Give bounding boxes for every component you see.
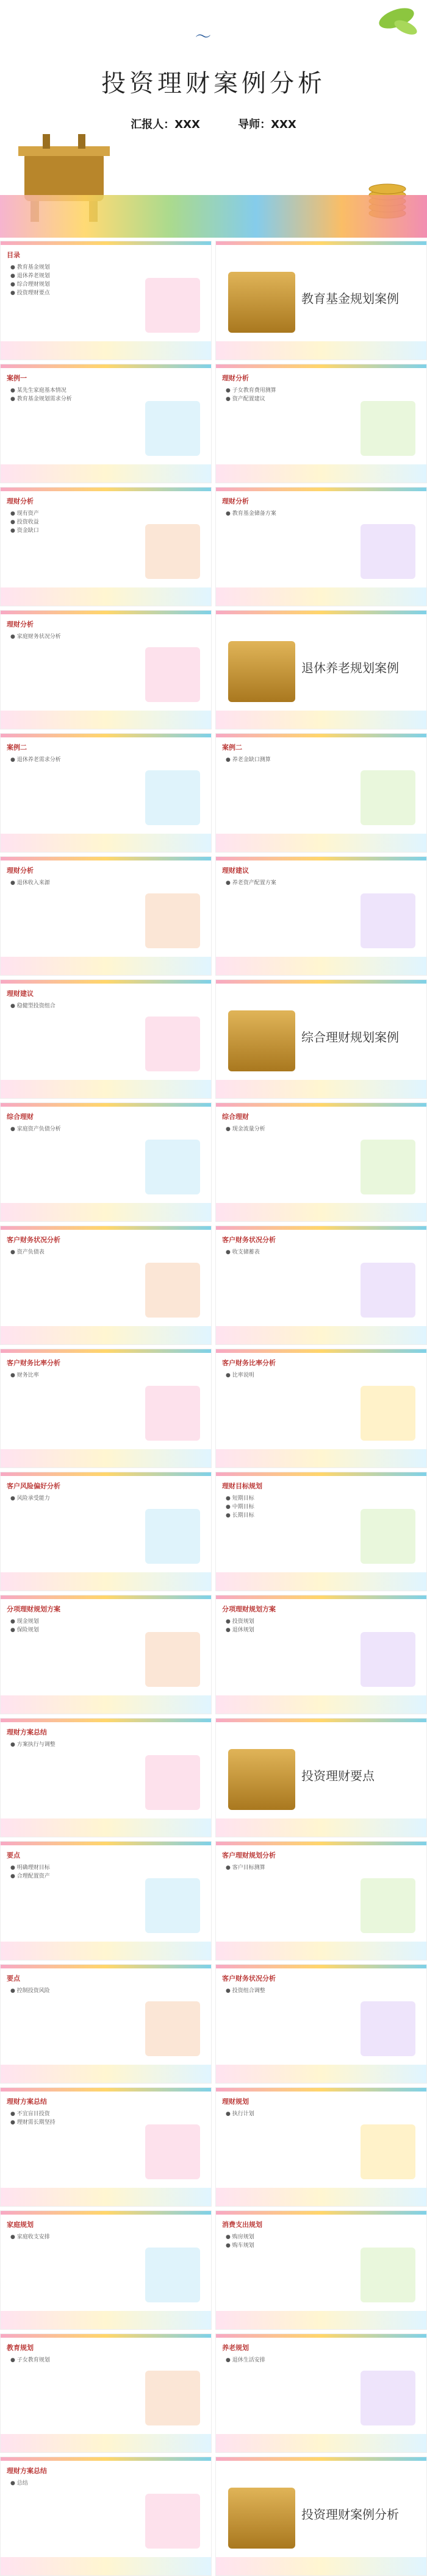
illustration-image — [145, 1017, 200, 1071]
slide-title: 理财目标规划 — [222, 1482, 262, 1490]
illustration-image — [361, 1509, 415, 1564]
slide-top-bar — [1, 2211, 211, 2215]
slide-body — [226, 1987, 417, 1995]
leaves-decoration — [372, 3, 421, 40]
footer-decoration — [1, 464, 211, 483]
footer-decoration — [1, 341, 211, 360]
slide-body — [10, 1371, 201, 1380]
footer-decoration — [216, 1942, 426, 1960]
slide-body — [226, 1371, 417, 1380]
slide-top-bar — [1, 1595, 211, 1599]
illustration-image — [361, 1632, 415, 1687]
illustration-image — [145, 2124, 200, 2179]
slide-line: ● 保险规划 — [10, 1627, 39, 1633]
page-title: 投资理财案例分析 — [101, 69, 326, 98]
slide-top-bar — [1, 364, 211, 368]
footer-decoration — [216, 957, 426, 975]
slide-top-bar — [216, 1472, 426, 1476]
slide-thumbnail — [0, 1841, 212, 1960]
footer-decoration — [1, 1203, 211, 1221]
section-heading: 综合理财规划案例 — [301, 1030, 399, 1045]
illustration-image — [361, 2248, 415, 2302]
illustration-image — [145, 893, 200, 948]
slide-title: 综合理财 — [7, 1113, 34, 1121]
slide-title: 理财规划 — [222, 2098, 249, 2106]
slide-body — [10, 1125, 201, 1134]
illustration-image — [361, 401, 415, 456]
slide-line: ● 比率说明 — [226, 1372, 254, 1378]
slide-title: 客户财务状况分析 — [7, 1236, 60, 1244]
slide-title: 综合理财 — [222, 1113, 249, 1121]
slide-top-bar — [1, 1472, 211, 1476]
slide-line: ● 执行计划 — [226, 2111, 254, 2117]
illustration-image — [145, 524, 200, 579]
slide-line: ● 理财需长期坚持 — [10, 2120, 56, 2126]
footer-decoration — [1, 2557, 211, 2575]
illustration-image — [361, 1263, 415, 1318]
slide-line: ● 方案执行与调整 — [10, 1742, 56, 1748]
slide-line: ● 长期目标 — [226, 1513, 254, 1519]
slide-line: ● 退休规划 — [226, 1627, 254, 1633]
slide-title: 理财建议 — [7, 990, 34, 998]
slide-top-bar — [216, 1965, 426, 1968]
slide-thumbnail — [215, 610, 427, 729]
slide-thumbnail — [215, 241, 427, 360]
illustration-image — [145, 2001, 200, 2056]
section-heading: 投资理财要点 — [301, 1769, 375, 1783]
slide-top-bar — [216, 1226, 426, 1230]
slide-body — [10, 1002, 201, 1010]
slide-thumbnail — [215, 1349, 427, 1468]
slide-title: 目录 — [7, 251, 20, 259]
slide-line: ● 子女教育费用测算 — [226, 388, 276, 394]
slide-top-bar — [216, 980, 426, 984]
illustration-image — [145, 2248, 200, 2302]
slide-top-bar — [1, 1226, 211, 1230]
slide-title: 家庭规划 — [7, 2221, 34, 2229]
slide-thumbnail — [0, 1349, 212, 1468]
slide-top-bar — [216, 734, 426, 737]
slide-title: 理财方案总结 — [7, 2098, 47, 2106]
slide-top-bar — [216, 2457, 426, 2461]
illustration-image — [361, 1878, 415, 1933]
illustration-image — [361, 524, 415, 579]
slide-top-bar — [1, 241, 211, 245]
illustration-image — [361, 1386, 415, 1441]
illustration-image — [361, 2124, 415, 2179]
slide-line: ● 子女教育规划 — [10, 2357, 50, 2363]
slide-body — [10, 2233, 201, 2241]
slide-title: 理财建议 — [222, 867, 249, 875]
reporter-label: 汇报人：XXX — [131, 118, 200, 131]
slide-line: ● 不宜盲目投资 — [10, 2111, 50, 2117]
slide-thumbnail — [215, 364, 427, 483]
slide-top-bar — [1, 1719, 211, 1722]
slide-line: ● 家庭资产负债分析 — [10, 1126, 61, 1132]
illustration-image — [145, 2371, 200, 2425]
slide-thumbnail — [215, 1472, 427, 1591]
slide-body — [226, 756, 417, 764]
slide-line: ● 投资理财要点 — [10, 290, 50, 296]
slide-body — [226, 509, 417, 518]
footer-decoration — [216, 711, 426, 729]
slide-thumbnail — [0, 1226, 212, 1345]
slide-title: 客户风险偏好分析 — [7, 1482, 60, 1490]
slide-top-bar — [216, 611, 426, 614]
illustration-image — [145, 647, 200, 702]
slide-body — [10, 1248, 201, 1257]
mentor-label: 导师：XXX — [238, 118, 296, 131]
slide-top-bar — [1, 1842, 211, 1845]
slide-title: 要点 — [7, 1975, 20, 1982]
illustration-image — [361, 893, 415, 948]
slide-line: ● 中期目标 — [226, 1504, 254, 1510]
slide-top-bar — [216, 2334, 426, 2338]
slide-thumbnail — [215, 1595, 427, 1714]
slide-title: 理财分析 — [7, 867, 34, 875]
slide-title: 要点 — [7, 1851, 20, 1859]
illustration-image — [145, 401, 200, 456]
slide-title: 客户理财规划分析 — [222, 1851, 276, 1859]
slide-line: ● 综合理财规划 — [10, 282, 50, 288]
footer-decoration — [216, 834, 426, 852]
slide-top-bar — [1, 1965, 211, 1968]
footer-decoration — [1, 1572, 211, 1591]
slide-title: 理财分析 — [7, 497, 34, 505]
slide-line: ● 风险承受能力 — [10, 1496, 50, 1502]
slide-line: ● 教育基金储备方案 — [226, 511, 276, 517]
slide-line: ● 养老金缺口测算 — [226, 757, 271, 763]
slide-title: 客户财务比率分析 — [7, 1359, 60, 1367]
slide-top-bar — [1, 2334, 211, 2338]
slide-thumbnail — [215, 2210, 427, 2330]
slide-top-bar — [216, 241, 426, 245]
section-heading: 退休养老规划案例 — [301, 661, 399, 675]
slide-thumbnail — [215, 733, 427, 853]
slide-thumbnail — [215, 1102, 427, 1222]
footer-decoration — [216, 464, 426, 483]
footer-decoration — [1, 2434, 211, 2452]
slide-thumbnail — [0, 2457, 212, 2576]
slide-line: ● 退休生活安排 — [226, 2357, 265, 2363]
slide-thumbnail — [0, 1718, 212, 1837]
slide-title: 案例一 — [7, 374, 27, 382]
footer-decoration — [1, 2065, 211, 2083]
slide-line: ● 退休养老规划 — [10, 273, 50, 279]
slide-title: 教育规划 — [7, 2344, 34, 2352]
slide-title: 养老规划 — [222, 2344, 249, 2352]
footer-decoration — [216, 1203, 426, 1221]
slide-top-bar — [1, 2088, 211, 2092]
footer-decoration — [1, 1818, 211, 1837]
slide-thumbnail — [0, 856, 212, 976]
slide-line: ● 现金规划 — [10, 1619, 39, 1625]
slide-thumbnail — [215, 979, 427, 1099]
vessel-image — [228, 1010, 295, 1071]
footer-decoration — [216, 2557, 426, 2575]
slide-thumbnail — [215, 1226, 427, 1345]
slide-line: ● 资金缺口 — [10, 528, 39, 534]
footer-decoration — [1, 1942, 211, 1960]
slide-line: ● 客户目标测算 — [226, 1865, 265, 1871]
illustration-image — [145, 278, 200, 333]
vessel-image — [228, 272, 295, 333]
footer-decoration — [216, 1326, 426, 1344]
illustration-image — [361, 2371, 415, 2425]
slide-line: ● 教育基金规划 — [10, 264, 50, 271]
footer-decoration — [216, 2188, 426, 2206]
slide-body — [10, 1494, 201, 1503]
slide-line: ● 资产负债表 — [10, 1249, 45, 1255]
slide-thumbnail — [0, 1964, 212, 2084]
slide-thumbnail — [0, 733, 212, 853]
slide-top-bar — [1, 980, 211, 984]
slide-thumbnail — [0, 610, 212, 729]
illustration-image — [145, 1386, 200, 1441]
slide-thumbnail — [0, 364, 212, 483]
footer-decoration — [216, 587, 426, 606]
vessel-image — [228, 641, 295, 702]
slide-line: ● 投资收益 — [10, 519, 39, 525]
slide-thumbnail — [0, 2087, 212, 2207]
slide-thumbnail — [215, 1718, 427, 1837]
slide-top-bar — [1, 488, 211, 491]
slide-line: ● 购车规划 — [226, 2243, 254, 2249]
slide-title: 理财分析 — [222, 374, 249, 382]
slide-title: 分项理财规划方案 — [222, 1605, 276, 1613]
slide-thumbnail — [215, 2333, 427, 2453]
footer-decoration — [1, 1695, 211, 1714]
slide-body — [10, 756, 201, 764]
slide-title: 分项理财规划方案 — [7, 1605, 60, 1613]
slide-line: ● 退休养老需求分析 — [10, 757, 61, 763]
slide-line: ● 某先生家庭基本情况 — [10, 388, 66, 394]
slide-body — [226, 1125, 417, 1134]
footer-decoration — [1, 2311, 211, 2329]
slide-thumbnail — [215, 1841, 427, 1960]
cover-slide — [0, 0, 427, 238]
illustration-image — [361, 1140, 415, 1194]
slide-top-bar — [216, 1103, 426, 1107]
footer-decoration — [216, 1695, 426, 1714]
footer-decoration — [216, 2434, 426, 2452]
city-skyline-decoration — [0, 195, 427, 238]
footer-decoration — [216, 1572, 426, 1591]
slide-top-bar — [216, 2211, 426, 2215]
slide-top-bar — [1, 734, 211, 737]
illustration-image — [361, 770, 415, 825]
slide-body — [226, 2110, 417, 2118]
slide-line: ● 收支储蓄表 — [226, 1249, 260, 1255]
footer-decoration — [1, 834, 211, 852]
slide-thumbnail — [215, 1964, 427, 2084]
slide-line: ● 总结 — [10, 2480, 28, 2486]
footer-decoration — [1, 1449, 211, 1467]
slide-line: ● 家庭收支安排 — [10, 2234, 50, 2240]
illustration-image — [145, 1878, 200, 1933]
slide-thumbnail — [0, 979, 212, 1099]
slide-top-bar — [1, 611, 211, 614]
bird-logo-icon: 〜 — [195, 28, 212, 46]
footer-decoration — [216, 1818, 426, 1837]
slide-top-bar — [216, 488, 426, 491]
footer-decoration — [216, 1080, 426, 1098]
slide-line: ● 短期目标 — [226, 1496, 254, 1502]
footer-decoration — [1, 1326, 211, 1344]
slide-line: ● 合理配置资产 — [10, 1873, 50, 1879]
slide-title: 案例二 — [7, 743, 27, 751]
slide-title: 案例二 — [222, 743, 242, 751]
slide-line: ● 养老资产配置方案 — [226, 880, 276, 886]
vessel-image — [228, 2488, 295, 2549]
slide-title: 理财方案总结 — [7, 2467, 47, 2475]
slide-title: 客户财务状况分析 — [222, 1975, 276, 1982]
illustration-image — [145, 1632, 200, 1687]
slide-body — [10, 1987, 201, 1995]
slide-thumbnail — [0, 1595, 212, 1714]
slide-line: ● 资产配置建议 — [226, 396, 265, 402]
slide-top-bar — [216, 2088, 426, 2092]
slide-title: 理财分析 — [222, 497, 249, 505]
slide-thumbnail — [215, 2457, 427, 2576]
footer-decoration — [216, 2311, 426, 2329]
slide-line: ● 购房规划 — [226, 2234, 254, 2240]
footer-decoration — [1, 957, 211, 975]
slide-body — [10, 2356, 201, 2365]
footer-decoration — [1, 587, 211, 606]
slide-body — [226, 879, 417, 887]
slide-body — [10, 879, 201, 887]
slide-thumbnail — [0, 2210, 212, 2330]
slide-top-bar — [1, 857, 211, 860]
slide-top-bar — [216, 1595, 426, 1599]
slide-body — [226, 2356, 417, 2365]
footer-decoration — [216, 341, 426, 360]
slide-top-bar — [1, 1349, 211, 1353]
footer-decoration — [1, 2188, 211, 2206]
slide-body — [10, 1740, 201, 1749]
slide-top-bar — [216, 1719, 426, 1722]
illustration-image — [145, 1509, 200, 1564]
slide-line: ● 教育基金规划需求分析 — [10, 396, 72, 402]
footer-decoration — [1, 711, 211, 729]
slide-line: ● 投资规划 — [226, 1619, 254, 1625]
slide-title: 客户财务比率分析 — [222, 1359, 276, 1367]
slide-title: 理财方案总结 — [7, 1728, 47, 1736]
section-heading: 投资理财案例分析 — [301, 2507, 399, 2522]
slide-thumbnail — [0, 1102, 212, 1222]
slide-top-bar — [1, 1103, 211, 1107]
slide-top-bar — [216, 364, 426, 368]
slide-line: ● 投资组合调整 — [226, 1988, 265, 1994]
slide-top-bar — [216, 857, 426, 860]
slide-thumbnail — [0, 1472, 212, 1591]
slide-line: ● 明确理财目标 — [10, 1865, 50, 1871]
footer-decoration — [216, 1449, 426, 1467]
slide-line: ● 现金流量分析 — [226, 1126, 265, 1132]
slide-thumbnail — [215, 2087, 427, 2207]
illustration-image — [145, 1140, 200, 1194]
slide-line: ● 退休收入来源 — [10, 880, 50, 886]
illustration-image — [145, 1263, 200, 1318]
slide-line: ● 财务比率 — [10, 1372, 39, 1378]
slide-thumbnail — [215, 487, 427, 606]
slide-thumbnail — [0, 487, 212, 606]
slide-body — [10, 2479, 201, 2488]
slide-line: ● 稳健型投资组合 — [10, 1003, 56, 1009]
slide-thumbnail — [0, 241, 212, 360]
slide-line: ● 现有资产 — [10, 511, 39, 517]
slide-top-bar — [1, 2457, 211, 2461]
slide-title: 客户财务状况分析 — [222, 1236, 276, 1244]
section-heading: 教育基金规划案例 — [301, 291, 399, 306]
slide-line: ● 家庭财务状况分析 — [10, 634, 61, 640]
slide-body — [226, 1248, 417, 1257]
slide-body — [10, 633, 201, 641]
illustration-image — [145, 1755, 200, 1810]
footer-decoration — [216, 2065, 426, 2083]
illustration-image — [145, 2494, 200, 2549]
slide-title: 消费支出规划 — [222, 2221, 262, 2229]
slide-line: ● 控制投资风险 — [10, 1988, 50, 1994]
footer-decoration — [1, 1080, 211, 1098]
slide-title: 理财分析 — [7, 620, 34, 628]
slide-top-bar — [216, 1349, 426, 1353]
slide-top-bar — [216, 1842, 426, 1845]
illustration-image — [361, 2001, 415, 2056]
vessel-image — [228, 1749, 295, 1810]
illustration-image — [145, 770, 200, 825]
slide-thumbnail — [215, 856, 427, 976]
slide-body — [226, 1864, 417, 1872]
slide-thumbnail — [0, 2333, 212, 2453]
